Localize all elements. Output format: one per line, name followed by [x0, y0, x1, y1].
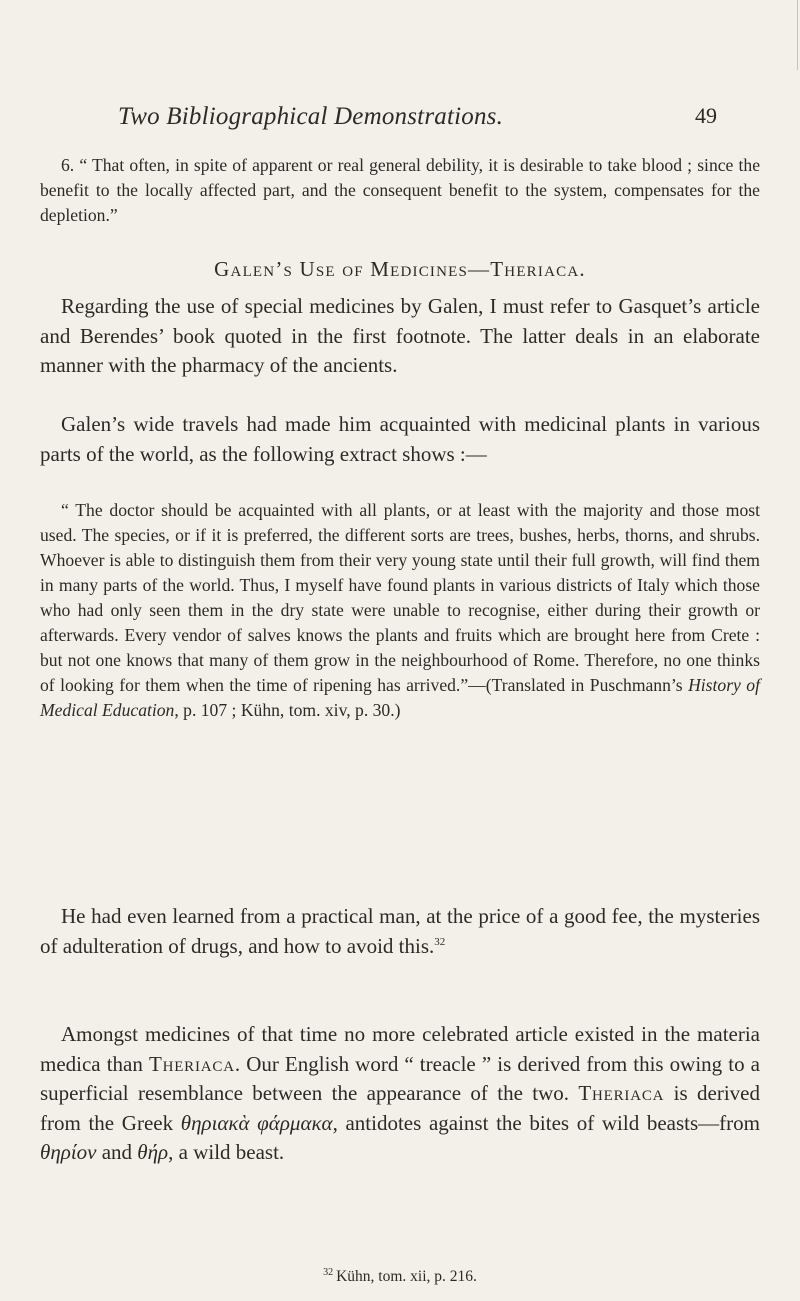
body-paragraph-3 [40, 902, 760, 961]
page-edge-line [797, 0, 798, 70]
quote-text: “ The doctor should be acquainted with all plants, or at least with the majority and those most used. The species, or if it is preferred, the different sorts are trees, bushes, herbs, thorns, and shrubs. Whoever is able to distinguish them from their very young state until their full growth, will find them in many parts of the world. Thus, I myself have found plants in various districts of Italy which those who had only seen them in the dry state were unable to recognise, either during their growth or afterwards. Every vendor of salves knows the plants and fruits which are brought here from Crete : but not one knows that many of them grow in the neighbourhood of Rome. Therefore, no one thinks of looking for them when the time of ripening has arrived.”—(Translated in Puschmann’s [40, 500, 760, 695]
footnote-32 [0, 1268, 800, 1286]
term-theriaca-2: Theriaca [578, 1081, 665, 1105]
footnote-reference-32[interactable]: 32 [434, 935, 446, 948]
para-4-text-3: is derived from the Greek [40, 1081, 760, 1135]
quoted-extract [40, 498, 760, 723]
page-number: 49 [695, 103, 717, 128]
footnote-number: 32 [323, 1266, 334, 1278]
greek-term-theriaka-pharmaka: θηριακὰ φάρμακα [180, 1110, 333, 1135]
para-2-text: Galen’s wide travels had made him acquainted with medicinal plants in various parts of the world, as the following extract shows :— [40, 412, 760, 466]
para-4-text-6: , a wild beast. [168, 1140, 285, 1164]
para-4-text-5: and [96, 1140, 138, 1164]
term-theriaca-1: Theriaca [148, 1051, 235, 1076]
body-paragraph-1 [40, 292, 760, 381]
body-paragraph-4 [40, 1020, 760, 1168]
para-3-paragraph [40, 902, 760, 961]
para-4-paragraph [40, 1020, 760, 1168]
quote-paragraph [40, 498, 760, 723]
para-4-text-4: , antidotes against the bites of wild beasts—from [332, 1110, 760, 1135]
footnote-text: Kühn, tom. xii, p. 216. [336, 1268, 477, 1285]
quote-citation-title: History of Medical Education [40, 675, 760, 720]
running-title: Two Bibliographical Demonstrations. [118, 103, 504, 130]
greek-term-therion: θηρίον [40, 1140, 97, 1164]
item-6-paragraph [40, 153, 760, 228]
para-4-text-1: Amongst medicines of that time no more celebrated article existed in the materia medica than [40, 1022, 760, 1076]
para-4-text-2: . Our English word “ treacle ” is derived from this owing to a superficial resemblance between the appearance of the two. [40, 1051, 760, 1105]
body-paragraph-2 [40, 410, 760, 469]
section-heading: Galen’s Use of Medicines—Theriaca. [214, 257, 586, 281]
quote-citation-rest: , p. 107 ; Kühn, tom. xiv, p. 30.) [174, 700, 401, 720]
para-1-text: Regarding the use of special medicines by Galen, I must refer to Gasquet’s article and Berendes’ book quoted in the first footnote. The latter deals in an elaborate manner with the pharmacy of the ancients. [40, 294, 760, 377]
para-3-text: He had even learned from a practical man, at the price of a good fee, the mysteries of adulteration of drugs, and how to avoid this. [40, 904, 760, 958]
greek-term-ther: θήρ [137, 1140, 169, 1164]
item-6-text: 6. “ That often, in spite of apparent or real general debility, it is desirable to take blood ; since the benefit to the locally affected part, and the consequent benefit to the system, compensates for the depletion.” [40, 155, 760, 225]
